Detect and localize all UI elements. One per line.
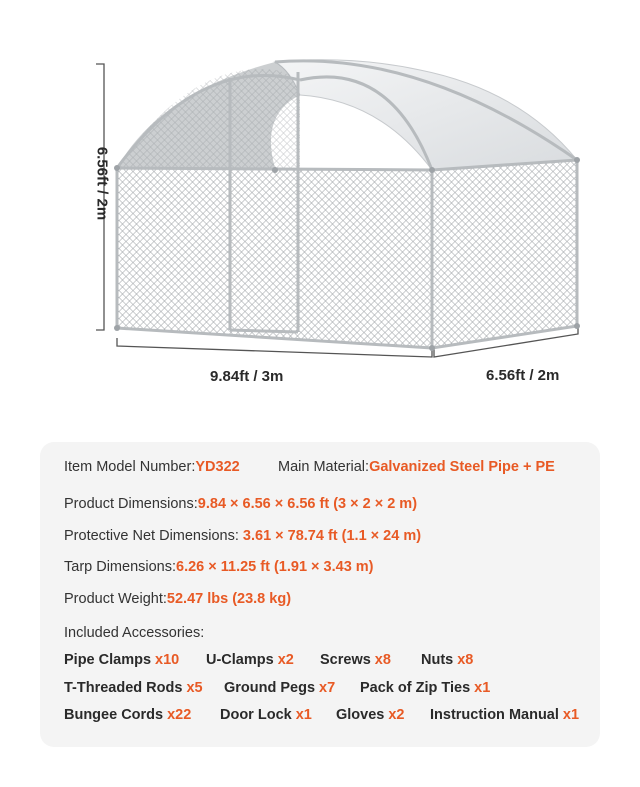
weight-row <box>64 591 291 607</box>
depth-dimension-label: 6.56ft / 2m <box>486 367 560 384</box>
width-dimension-label: 9.84ft / 3m <box>210 368 284 385</box>
accessory-qty: x1 <box>562 707 580 723</box>
net-dimensions-label: Protective Net Dimensions: <box>64 528 243 544</box>
accessory-item <box>430 707 579 723</box>
accessory-qty: x8 <box>457 652 474 668</box>
accessory-name: Screws <box>320 652 371 668</box>
accessory-item <box>421 652 473 668</box>
accessory-qty: x7 <box>319 680 336 696</box>
accessory-item <box>64 680 203 696</box>
accessory-item <box>224 680 335 696</box>
right-side-mesh <box>432 160 577 348</box>
accessory-qty: x5 <box>186 680 203 696</box>
product-dimensions-value: 9.84 × 6.56 × 6.56 ft (3 × 2 × 2 m) <box>197 496 418 512</box>
net-dimensions-value: 3.61 × 78.74 ft (1.1 × 24 m) <box>242 528 422 544</box>
model-value: YD322 <box>195 459 240 475</box>
accessory-qty: x22 <box>167 707 192 723</box>
accessory-name: Pack of Zip Ties <box>360 680 471 696</box>
accessory-name: T-Threaded Rods <box>64 680 183 696</box>
accessory-item <box>336 707 405 723</box>
accessory-qty: x2 <box>277 652 294 668</box>
model-row <box>64 459 240 475</box>
weight-value: 52.47 lbs (23.8 kg) <box>166 591 292 607</box>
accessory-qty: x1 <box>474 680 491 696</box>
accessory-item <box>206 652 294 668</box>
material-value: Galvanized Steel Pipe + PE <box>369 459 555 475</box>
height-dimension-label: 6.56ft / 2m <box>93 146 111 221</box>
accessories-label: Included Accessories: <box>64 625 205 641</box>
accessory-name: Instruction Manual <box>430 707 559 723</box>
tarp-dimensions-label: Tarp Dimensions: <box>64 559 177 575</box>
accessory-name: Gloves <box>336 707 385 723</box>
tarp-dimensions-value: 6.26 × 11.25 ft (1.91 × 3.43 m) <box>176 559 374 575</box>
tarp-dimensions-row <box>64 559 374 575</box>
accessory-item <box>360 680 490 696</box>
accessory-item <box>64 707 191 723</box>
accessory-name: Pipe Clamps <box>64 652 152 668</box>
accessory-name: U-Clamps <box>206 652 274 668</box>
accessory-qty: x10 <box>155 652 180 668</box>
accessory-qty: x1 <box>295 707 312 723</box>
net-dimensions-row <box>64 528 421 544</box>
product-dimensions-row <box>64 496 417 512</box>
accessory-name: Ground Pegs <box>224 680 316 696</box>
accessory-qty: x8 <box>374 652 391 668</box>
accessory-name: Bungee Cords <box>64 707 164 723</box>
weight-label: Product Weight: <box>64 591 167 607</box>
specification-panel <box>40 442 600 747</box>
accessory-name: Nuts <box>421 652 454 668</box>
accessory-item <box>220 707 312 723</box>
accessory-name: Door Lock <box>220 707 292 723</box>
product-dimensions-label: Product Dimensions: <box>64 496 198 512</box>
material-row <box>278 459 555 475</box>
accessories-heading <box>64 625 204 641</box>
accessory-qty: x2 <box>388 707 405 723</box>
accessory-item <box>320 652 391 668</box>
model-label: Item Model Number: <box>64 459 196 475</box>
front-mesh <box>117 168 432 348</box>
material-label: Main Material: <box>278 459 370 475</box>
accessory-item <box>64 652 179 668</box>
